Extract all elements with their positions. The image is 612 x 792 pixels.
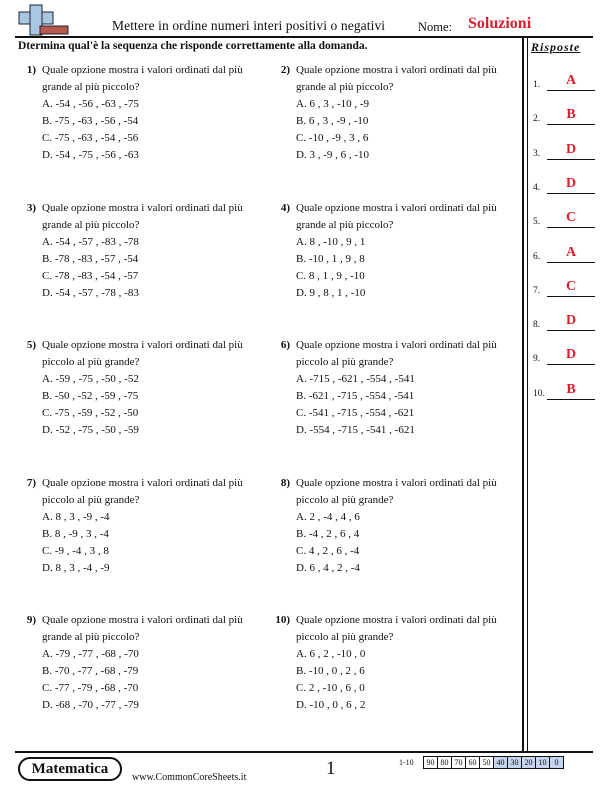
answer-row (533, 312, 595, 332)
score-cell: 80 (438, 757, 452, 769)
option-b: B. -50 , -52 , -59 , -75 (42, 390, 139, 402)
answer-row (533, 72, 595, 92)
score-cell: 20 (522, 757, 536, 769)
score-cell: 70 (452, 757, 466, 769)
answer-letter: D (565, 313, 577, 328)
option-c: C. -75 , -63 , -54 , -56 (42, 132, 139, 144)
question-number: 2) (280, 64, 290, 76)
question-text: Quale opzione mostra i valori ordinati dal più piccolo al più grande? (296, 477, 497, 506)
question-number: 10) (275, 614, 290, 626)
option-b: B. -621 , -715 , -554 , -541 (296, 390, 415, 402)
answer-row (533, 209, 595, 229)
option-c: C. -77 , -79 , -68 , -70 (42, 682, 139, 694)
answer-row (533, 106, 595, 126)
option-a: A. 8 , -10 , 9 , 1 (296, 236, 366, 248)
answer-letter: D (565, 347, 577, 362)
answer-line (547, 227, 595, 228)
option-d: D. -10 , 0 , 6 , 2 (296, 699, 366, 711)
answer-number: 6. (533, 252, 541, 262)
score-cell: 90 (424, 757, 438, 769)
option-d: D. -54 , -75 , -56 , -63 (42, 149, 139, 161)
option-a: A. -79 , -77 , -68 , -70 (42, 648, 139, 660)
answer-letter: A (565, 245, 577, 260)
option-d: D. -52 , -75 , -50 , -59 (42, 424, 139, 436)
question-number: 3) (26, 202, 36, 214)
answer-line (547, 296, 595, 297)
score-cell: 0 (550, 757, 564, 769)
instruction-text: Dtermina qual'è la sequenza che risponde correttamente alla domanda. (18, 40, 368, 52)
question-number: 9) (26, 614, 36, 626)
option-c: C. -10 , -9 , 3 , 6 (296, 132, 369, 144)
option-c: C. -9 , -4 , 3 , 8 (42, 545, 109, 557)
option-d: D. -54 , -57 , -78 , -83 (42, 287, 139, 299)
question-text: Quale opzione mostra i valori ordinati dal più grande al più piccolo? (42, 614, 243, 643)
answer-letter: B (566, 382, 576, 397)
answer-letter: C (565, 279, 577, 294)
question-number: 6) (280, 339, 290, 351)
question-number: 1) (26, 64, 36, 76)
question-text: Quale opzione mostra i valori ordinati dal più grande al più piccolo? (296, 202, 497, 231)
option-a: A. 6 , 3 , -10 , -9 (296, 98, 370, 110)
answer-line (547, 330, 595, 331)
answers-title: Risposte (531, 40, 581, 54)
option-b: B. -4 , 2 , 6 , 4 (296, 528, 360, 540)
answers-divider (522, 37, 524, 753)
question-text: Quale opzione mostra i valori ordinati dal più piccolo al più grande? (42, 477, 243, 506)
option-c: C. 8 , 1 , 9 , -10 (296, 270, 365, 282)
answer-row (533, 346, 595, 366)
option-c: C. -75 , -59 , -52 , -50 (42, 407, 139, 419)
answer-line (547, 193, 595, 194)
answer-number: 4. (533, 183, 541, 193)
question-number: 4) (280, 202, 290, 214)
option-d: D. -68 , -70 , -77 , -79 (42, 699, 139, 711)
subject-badge: Matematica (18, 757, 122, 781)
answer-letter: C (565, 210, 577, 225)
page-number: 1 (326, 758, 336, 779)
answer-line (547, 90, 595, 91)
score-cell: 30 (508, 757, 522, 769)
answer-number: 7. (533, 286, 541, 296)
answer-letter: A (565, 73, 577, 88)
option-c: C. -78 , -83 , -54 , -57 (42, 270, 139, 282)
option-a: A. 6 , 2 , -10 , 0 (296, 648, 366, 660)
answer-line (547, 159, 595, 160)
page-title: Mettere in ordine numeri interi positivi o negativi (112, 18, 386, 33)
score-cell: 60 (466, 757, 480, 769)
option-b: B. 8 , -9 , 3 , -4 (42, 528, 109, 540)
option-c: C. 4 , 2 , 6 , -4 (296, 545, 360, 557)
question-text: Quale opzione mostra i valori ordinati dal più grande al più piccolo? (42, 64, 243, 93)
option-a: A. -715 , -621 , -554 , -541 (296, 373, 415, 385)
answer-number: 1. (533, 80, 541, 90)
score-range-label: 1-10 (399, 758, 414, 767)
option-a: A. -54 , -56 , -63 , -75 (42, 98, 139, 110)
option-d: D. 3 , -9 , 6 , -10 (296, 149, 370, 161)
answer-row (533, 141, 595, 161)
answer-letter: D (565, 176, 577, 191)
question-number: 8) (280, 477, 290, 489)
option-b: B. -10 , 0 , 2 , 6 (296, 665, 365, 677)
answer-line (547, 399, 595, 400)
header-divider (15, 36, 593, 38)
answer-row (533, 244, 595, 264)
option-d: D. 8 , 3 , -4 , -9 (42, 562, 110, 574)
answer-row (533, 278, 595, 298)
option-b: B. -78 , -83 , -57 , -54 (42, 253, 139, 265)
answer-number: 8. (533, 320, 541, 330)
score-cell: 10 (536, 757, 550, 769)
question-text: Quale opzione mostra i valori ordinati dal più piccolo al più grande? (296, 614, 497, 643)
answer-number: 3. (533, 149, 541, 159)
question-number: 5) (26, 339, 36, 351)
option-b: B. -70 , -77 , -68 , -79 (42, 665, 139, 677)
option-d: D. 9 , 8 , 1 , -10 (296, 287, 366, 299)
score-cell: 40 (494, 757, 508, 769)
footer-divider (15, 751, 593, 753)
score-cell: 50 (480, 757, 494, 769)
option-b: B. -10 , 1 , 9 , 8 (296, 253, 365, 265)
answer-line (547, 262, 595, 263)
answers-divider-inner (527, 37, 528, 753)
answer-number: 5. (533, 217, 541, 227)
option-b: B. 6 , 3 , -9 , -10 (296, 115, 369, 127)
option-a: A. 8 , 3 , -9 , -4 (42, 511, 110, 523)
answer-row (533, 175, 595, 195)
answer-row (533, 381, 595, 401)
option-c: C. -541 , -715 , -554 , -621 (296, 407, 415, 419)
answer-number: 2. (533, 114, 541, 124)
question-number: 7) (26, 477, 36, 489)
name-label: Nome: (418, 20, 453, 34)
question-text: Quale opzione mostra i valori ordinati dal più piccolo al più grande? (42, 339, 243, 368)
site-url: www.CommonCoreSheets.it (132, 772, 247, 783)
option-d: D. 6 , 4 , 2 , -4 (296, 562, 360, 574)
question-text: Quale opzione mostra i valori ordinati dal più piccolo al più grande? (296, 339, 497, 368)
option-c: C. 2 , -10 , 6 , 0 (296, 682, 365, 694)
answer-line (547, 124, 595, 125)
answer-number: 10. (533, 389, 545, 399)
name-value: Soluzioni (468, 15, 532, 32)
answer-number: 9. (533, 354, 541, 364)
answer-line (547, 364, 595, 365)
option-b: B. -75 , -63 , -56 , -54 (42, 115, 139, 127)
plus-minus-logo-icon (18, 4, 70, 36)
option-a: A. -59 , -75 , -50 , -52 (42, 373, 139, 385)
question-text: Quale opzione mostra i valori ordinati dal più grande al più piccolo? (296, 64, 497, 93)
question-text: Quale opzione mostra i valori ordinati dal più grande al più piccolo? (42, 202, 243, 231)
score-table (423, 756, 564, 769)
answer-letter: D (565, 142, 577, 157)
option-d: D. -554 , -715 , -541 , -621 (296, 424, 415, 436)
option-a: A. 2 , -4 , 4 , 6 (296, 511, 360, 523)
answer-letter: B (566, 107, 576, 122)
option-a: A. -54 , -57 , -83 , -78 (42, 236, 139, 248)
